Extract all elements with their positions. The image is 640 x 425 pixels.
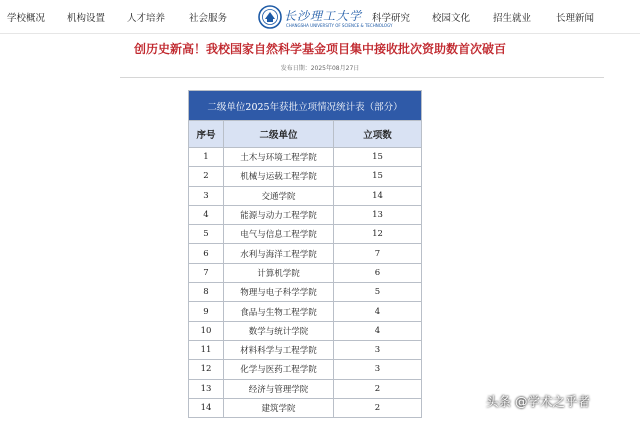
row-unit: 土木与环境工程学院	[224, 148, 334, 167]
row-unit: 建筑学院	[224, 398, 334, 417]
row-count: 12	[334, 225, 422, 244]
university-english-name: CHANGSHA UNIVERSITY OF SCIENCE & TECHNOLOGY	[286, 23, 393, 28]
statistics-table	[188, 90, 422, 418]
row-index: 8	[189, 283, 224, 302]
table-row	[189, 205, 422, 224]
nav-item-organization[interactable]: 机构设置	[67, 13, 106, 24]
top-nav	[0, 0, 640, 34]
table-row	[189, 360, 422, 379]
table-row	[189, 148, 422, 167]
watermark: 头条 @学术之乎者	[486, 394, 590, 409]
row-count: 15	[334, 148, 422, 167]
table-row	[189, 321, 422, 340]
table-row	[189, 302, 422, 321]
table-row	[189, 167, 422, 186]
row-index: 9	[189, 302, 224, 321]
nav-item-admissions[interactable]: 招生就业	[493, 13, 532, 24]
university-emblem-icon	[258, 5, 282, 29]
row-unit: 数学与统计学院	[224, 321, 334, 340]
row-count: 5	[334, 283, 422, 302]
table-row	[189, 244, 422, 263]
row-index: 13	[189, 379, 224, 398]
row-index: 7	[189, 263, 224, 282]
row-count: 4	[334, 302, 422, 321]
university-name: 长沙理工大学	[284, 9, 363, 23]
row-index: 3	[189, 186, 224, 205]
table-row	[189, 379, 422, 398]
row-count: 3	[334, 340, 422, 359]
nav-item-talent-training[interactable]: 人才培养	[127, 13, 166, 24]
row-unit: 物理与电子科学学院	[224, 283, 334, 302]
row-index: 11	[189, 340, 224, 359]
row-index: 2	[189, 167, 224, 186]
nav-item-campus-culture[interactable]: 校园文化	[432, 13, 471, 24]
row-index: 5	[189, 225, 224, 244]
row-count: 15	[334, 167, 422, 186]
row-index: 4	[189, 205, 224, 224]
row-index: 12	[189, 360, 224, 379]
row-unit: 电气与信息工程学院	[224, 225, 334, 244]
row-unit: 交通学院	[224, 186, 334, 205]
row-unit: 食品与生物工程学院	[224, 302, 334, 321]
table-row	[189, 225, 422, 244]
table-row	[189, 186, 422, 205]
row-index: 6	[189, 244, 224, 263]
row-unit: 机械与运载工程学院	[224, 167, 334, 186]
row-unit: 材料科学与工程学院	[224, 340, 334, 359]
table-caption: 二级单位2025年获批立项情况统计表（部分）	[189, 91, 422, 121]
row-count: 14	[334, 186, 422, 205]
row-count: 2	[334, 398, 422, 417]
row-unit: 计算机学院	[224, 263, 334, 282]
row-count: 7	[334, 244, 422, 263]
row-unit: 水利与海洋工程学院	[224, 244, 334, 263]
column-header-unit: 二级单位	[224, 121, 334, 148]
header-divider	[120, 77, 604, 78]
table-row	[189, 398, 422, 417]
row-index: 14	[189, 398, 224, 417]
row-unit: 能源与动力工程学院	[224, 205, 334, 224]
row-index: 1	[189, 148, 224, 167]
row-unit: 经济与管理学院	[224, 379, 334, 398]
nav-item-news[interactable]: 长理新闻	[556, 13, 595, 24]
row-count: 4	[334, 321, 422, 340]
row-count: 13	[334, 205, 422, 224]
row-count: 6	[334, 263, 422, 282]
row-index: 10	[189, 321, 224, 340]
row-count: 3	[334, 360, 422, 379]
column-header-index: 序号	[189, 121, 224, 148]
nav-item-social-service[interactable]: 社会服务	[189, 13, 228, 24]
publish-date: 发布日期：2025年08月27日	[280, 65, 360, 72]
nav-item-school-overview[interactable]: 学校概况	[7, 13, 46, 24]
column-header-count: 立项数	[334, 121, 422, 148]
table-row	[189, 340, 422, 359]
article-headline: 创历史新高！我校国家自然科学基金项目集中接收批次资助数首次破百	[133, 42, 506, 56]
row-unit: 化学与医药工程学院	[224, 360, 334, 379]
nav-item-research[interactable]: 科学研究	[372, 13, 411, 24]
table-row	[189, 263, 422, 282]
row-count: 2	[334, 379, 422, 398]
table-row	[189, 283, 422, 302]
